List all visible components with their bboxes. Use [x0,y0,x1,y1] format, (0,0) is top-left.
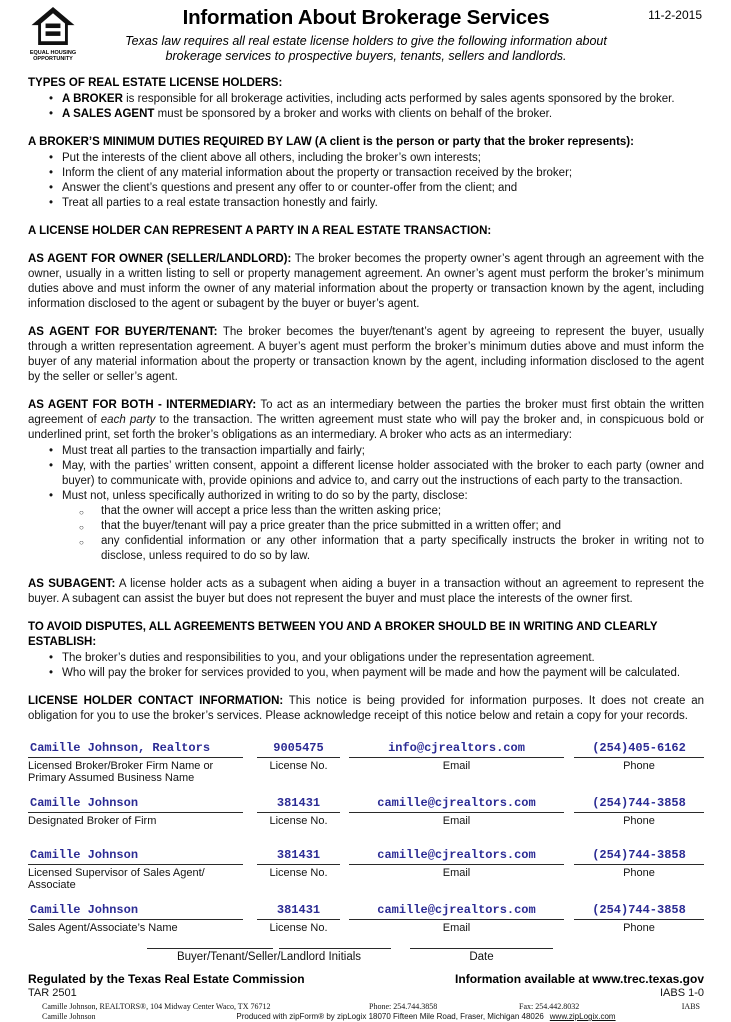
sales-agent-phone-field[interactable]: (254)744-3858 [574,903,704,920]
broker-firm-phone-field[interactable]: (254)405-6162 [574,741,704,758]
sub-bullet-item: ○ that the buyer/tenant will pay a price greater than the price submitted in a written offer; and [28,519,704,534]
field-label: Sales Agent/Associate’s Name [28,922,178,934]
footer-form-ids-row [28,987,704,1000]
field-label: Designated Broker of Firm [28,815,157,827]
bullet-item: • Must treat all parties to the transaction impartially and fairly; [28,444,704,459]
section-heading: A LICENSE HOLDER CAN REPRESENT A PARTY IN A REAL ESTATE TRANSACTION: [28,225,492,237]
section-contact-information [28,694,704,724]
paragraph-buyer: AS AGENT FOR BUYER/TENANT: The broker becomes the buyer/tenant’s agent by agreeing to represent the buyer, usually through a written representation agreement. A buyer’s agent must perform the broker’s minimum duties above and must inform the buyer of any material information about the property or transaction known by the agent, including information disclosed to the agent by the seller or seller’s agent. [28,326,704,383]
bullet-item: • Treat all parties to a real estate transaction honestly and fairly. [28,196,704,211]
field-label: Email [442,760,471,772]
section-heading: TYPES OF REAL ESTATE LICENSE HOLDERS: [28,77,283,89]
section-subagent [28,577,704,607]
sales-agent-name-field[interactable]: Camille Johnson [28,903,243,920]
office-fax: Fax: 254.442.8032 [519,1002,580,1011]
field-label: Phone [623,867,655,879]
paragraph-owner: AS AGENT FOR OWNER (SELLER/LANDLORD): The broker becomes the property owner’s agent through an agreement with the owner, usually in a written listing to sell or property management agreement. An owner’s agent must perform the broker’s minimum duties above and must inform the owner of any material information about the property or transaction known by the agent, including information disclosed to the agent or subagent by the buyer or buyer’s agent. [28,253,704,310]
designated-broker-license-field[interactable]: 381431 [257,796,340,813]
section-intermediary [28,398,704,564]
initials-line-1[interactable] [147,948,273,949]
section-agent-for-buyer [28,325,704,385]
produced-with-text: Produced with zipForm® by zipLogix 18070 Fifteen Mile Road, Fraser, Michigan 48026 www.zipLogix.com [236,1012,616,1021]
contact-row-sales-agent [28,903,704,934]
bullet-broker: • A BROKER is responsible for all brokerage activities, including acts performed by sales agents sponsored by the broker. [28,92,704,107]
contact-row-supervisor [28,848,704,891]
page-title: Information About Brokerage Services [182,6,550,29]
tar-number: TAR 2501 [28,987,77,999]
date-label: Date [469,951,494,963]
initials-line-2[interactable] [279,948,391,949]
field-label: Email [442,922,471,934]
field-label: License No. [269,867,328,879]
field-label: License No. [269,760,328,772]
sub-bullet-item: ○ that the owner will accept a price less than the written asking price; [28,504,704,519]
field-label: License No. [269,815,328,827]
sales-agent-email-field[interactable]: camille@cjrealtors.com [349,903,564,920]
field-label: Licensed Broker/Broker Firm Name or Primary Assumed Business Name [28,760,214,784]
field-label: Email [442,867,471,879]
designated-broker-email-field[interactable]: camille@cjrealtors.com [349,796,564,813]
broker-firm-license-field[interactable]: 9005475 [257,741,340,758]
section-agent-for-owner [28,252,704,312]
agent-name-footer: Camille Johnson [42,1012,96,1021]
field-label: Licensed Supervisor of Sales Agent/ Associate [28,867,205,891]
sub-bullet-item: ○ any confidential information or any other information that a party specifically instructs the broker in writing not to disclose, unless required to do so by law. [28,534,704,564]
paragraph-subagent: AS SUBAGENT: A license holder acts as a subagent when aiding a buyer in a transaction without an agreement to represent the buyer. A subagent can assist the buyer but does not represent the buyer and must place the interests of the owner first. [28,578,704,605]
regulated-by-text: Regulated by the Texas Real Estate Commission [28,972,305,986]
supervisor-email-field[interactable]: camille@cjrealtors.com [349,848,564,865]
bullet-item: • May, with the parties’ written consent, appoint a different license holder associated with the broker to each party (owner and buyer) to communicate with, provide opinions and advice to, and carry out the instructions of each party to the transaction. [28,459,704,489]
paragraph-contact-info: LICENSE HOLDER CONTACT INFORMATION: This notice is being provided for information purposes. It does not create an obligation for you to use the broker’s services. Please acknowledge receipt of this notice below and retain a copy for your records. [28,695,704,722]
section-represent-party [28,224,704,239]
footer-produced-row [28,1012,704,1022]
sales-agent-license-field[interactable]: 381431 [257,903,340,920]
initials-label: Buyer/Tenant/Seller/Landlord Initials [176,951,362,963]
designated-broker-phone-field[interactable]: (254)744-3858 [574,796,704,813]
section-avoid-disputes [28,620,704,681]
date-line[interactable] [410,948,553,949]
broker-firm-name-field[interactable]: Camille Johnson, Realtors [28,741,243,758]
office-iabs-tag: IABS [681,1002,700,1011]
field-label: Phone [623,760,655,772]
bullet-item: • Put the interests of the client above all others, including the broker’s own interests; [28,151,704,166]
broker-firm-email-field[interactable]: info@cjrealtors.com [349,741,564,758]
equal-housing-logo [22,7,84,62]
equal-housing-logo-text: EQUAL HOUSING OPPORTUNITY [29,50,77,62]
bullet-item: • Answer the client’s questions and present any offer to or counter-offer from the client; and [28,181,704,196]
form-header [28,6,704,68]
section-heading: A BROKER’S MINIMUM DUTIES REQUIRED BY LAW (A client is the person or party that the broker represents): [28,136,634,148]
paragraph-intermediary: AS AGENT FOR BOTH - INTERMEDIARY: To act as an intermediary between the parties the broker must first obtain the written agreement of each party to the transaction. The written agreement must state who will pay the broker and, in conspicuous bold or underlined print, set forth the broker’s obligations as an intermediary. A broker who acts as an intermediary: [28,399,704,441]
field-label: License No. [269,922,328,934]
iabs-version: IABS 1-0 [659,987,704,999]
supervisor-name-field[interactable]: Camille Johnson [28,848,243,865]
contact-grid [28,741,704,934]
bullet-item: • Who will pay the broker for services provided to you, when payment will be made and how the payment will be calculated. [28,666,704,681]
equal-housing-house-icon [31,7,75,45]
bullet-item: • Inform the client of any material information about the property or transaction received by the broker; [28,166,704,181]
section-heading: TO AVOID DISPUTES, ALL AGREEMENTS BETWEEN YOU AND A BROKER SHOULD BE IN WRITING AND CLEARLY ESTABLISH: [28,621,658,648]
field-label: Email [442,815,471,827]
form-subtitle: Texas law requires all real estate license holders to give the following information about brokerage services to prospective buyers, tenants, sellers and landlords. [125,34,607,63]
office-address: Camille Johnson, REALTORS®, 104 Midway Center Waco, TX 76712 [42,1002,271,1011]
footer-regulation-row [28,972,704,986]
office-phone: Phone: 254.744.3858 [369,1002,438,1011]
footer-office-row [28,1002,704,1012]
section-license-holder-types [28,76,704,122]
form-date: 11-2-2015 [648,8,702,22]
contact-row-broker-firm [28,741,704,784]
bullet-item: • Must not, unless specifically authorized in writing to do so by the party, disclose: [28,489,704,504]
field-label: Phone [623,922,655,934]
field-label: Phone [623,815,655,827]
designated-broker-name-field[interactable]: Camille Johnson [28,796,243,813]
signature-block [28,948,704,965]
bullet-sales-agent: • A SALES AGENT must be sponsored by a broker and works with clients on behalf of the broker. [28,107,704,122]
ziplogix-link[interactable]: www.zipLogix.com [549,1012,616,1021]
supervisor-license-field[interactable]: 381431 [257,848,340,865]
supervisor-phone-field[interactable]: (254)744-3858 [574,848,704,865]
section-minimum-duties [28,135,704,211]
bullet-item: • The broker’s duties and responsibilities to you, and your obligations under the representation agreement. [28,651,704,666]
info-available-text: Information available at www.trec.texas.gov [455,972,704,986]
contact-row-designated-broker [28,796,704,827]
